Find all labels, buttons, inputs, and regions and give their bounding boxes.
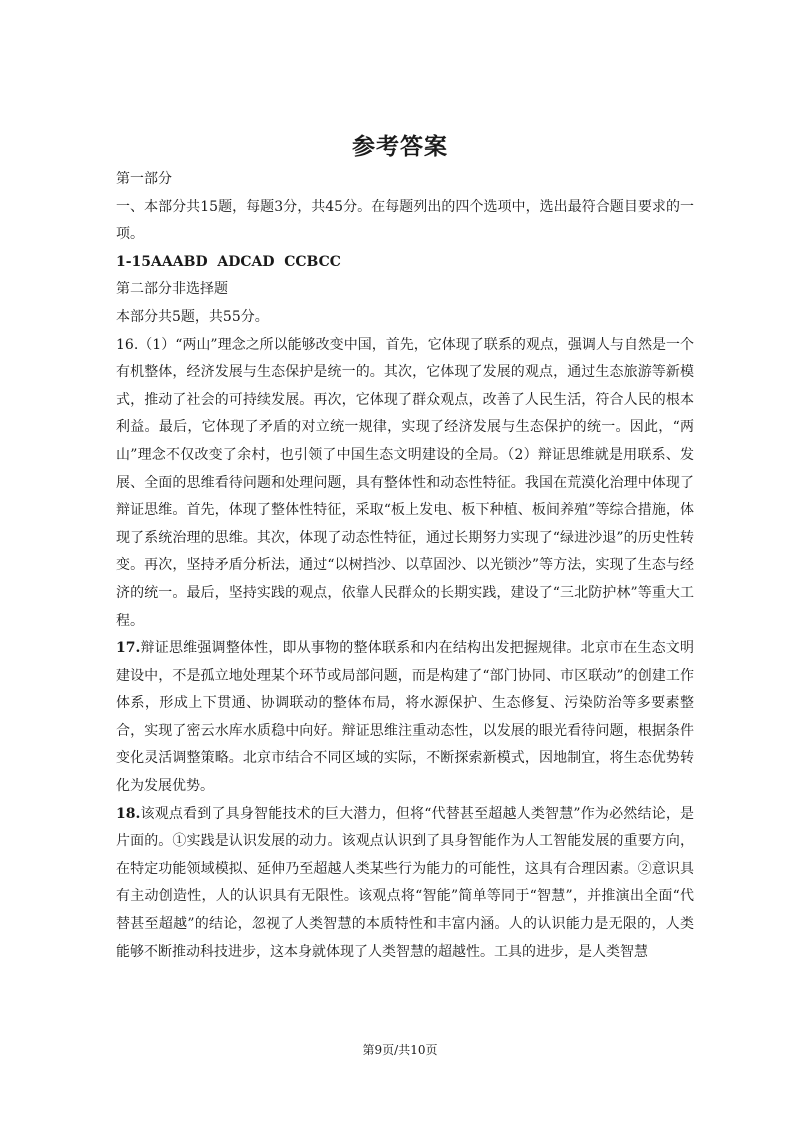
question-16-answer: 16.（1）“两山”理念之所以能够改变中国，首先，它体现了联系的观点，强调人与自然是一个有机整体，经济发展与生态保护是统一的。其次，它体现了发展的观点，通过生态旅游等新模式，推动了社会的可持续发展。再次，它体现了群众观点，改善了人民生活，符合人民的根本利益。最后，它体现了矛盾的对立统一规律，实现了经济发展与生态保护的统一。因此，“两山”理念不仅改变了余村，也引领了中国生态文明建设的全局。（2）辩证思维就是用联系、发展、全面的思维看待问题和处理问题，具有整体性和动态性特征。我国在荒漠化治理中体现了辩证思维。首先，体现了整体性特征，采取“板上发电、板下种植、板间养殖”等综合措施，体现了系统治理的思维。其次，体现了动态性特征，通过长期努力实现了“绿进沙退”的历史性转变。再次，坚持矛盾分析法，通过“以树挡沙、以草固沙、以光锁沙”等方法，实现了生态与经济的统一。最后，坚持实践的观点，依靠人民群众的长期实践，建设了“三北防护林”等重大工程。 [116, 336, 694, 629]
question-17-answer [116, 635, 694, 801]
question-18-answer [116, 801, 694, 967]
page-title: 参考答案 [352, 134, 448, 160]
section2-heading: 第二部分非选择题 [116, 281, 228, 298]
page-number: 第9页/共10页 [362, 1043, 438, 1057]
question-18-number: 18. [116, 805, 141, 822]
question-17-text: 辩证思维强调整体性，即从事物的整体联系和内在结构出发把握规律。北京市在生态文明建设中，不是孤立地处理某个环节或局部问题，而是构建了“部门协同、市区联动”的创建工作体系，形成上下贯通、协调联动的整体布局，将水源保护、生态修复、污染防治等多要素整合，实现了密云水库水质稳中向好。辩证思维注重动态性，以发展的眼光看待问题，根据条件变化灵活调整策略。北京市结合不同区域的实际，不断探索新模式，因地制宜，将生态优势转化为发展优势。 [116, 640, 694, 795]
section1-instructions: 一、本部分共15题，每题3分，共45分。在每题列出的四个选项中，选出最符合题目要求的一项。 [116, 198, 694, 243]
section1-heading: 第一部分 [116, 171, 172, 187]
section2-instructions: 本部分共5题，共55分。 [116, 308, 269, 325]
answer-body [116, 166, 694, 966]
question-17-number: 17. [116, 640, 141, 657]
multiple-choice-answers: 1-15AAABD ADCAD CCBCC [116, 253, 341, 270]
question-18-text: 该观点看到了具身智能技术的巨大潜力，但将“代替甚至超越人类智慧”作为必然结论，是片面的。①实践是认识发展的动力。该观点认识到了具身智能作为人工智能发展的重要方向，在特定功能领域模拟、延伸乃至超越人类某些行为能力的可能性，这具有合理因素。②意识具有主动创造性，人的认识具有无限性。该观点将“智能”简单等同于“智慧”，并推演出全面“代替甚至超越”的结论，忽视了人类智慧的本质特性和丰富内涵。人的认识能力是无限的，人类能够不断推动科技进步，这本身就体现了人类智慧的超越性。工具的进步，是人类智慧 [116, 805, 694, 960]
